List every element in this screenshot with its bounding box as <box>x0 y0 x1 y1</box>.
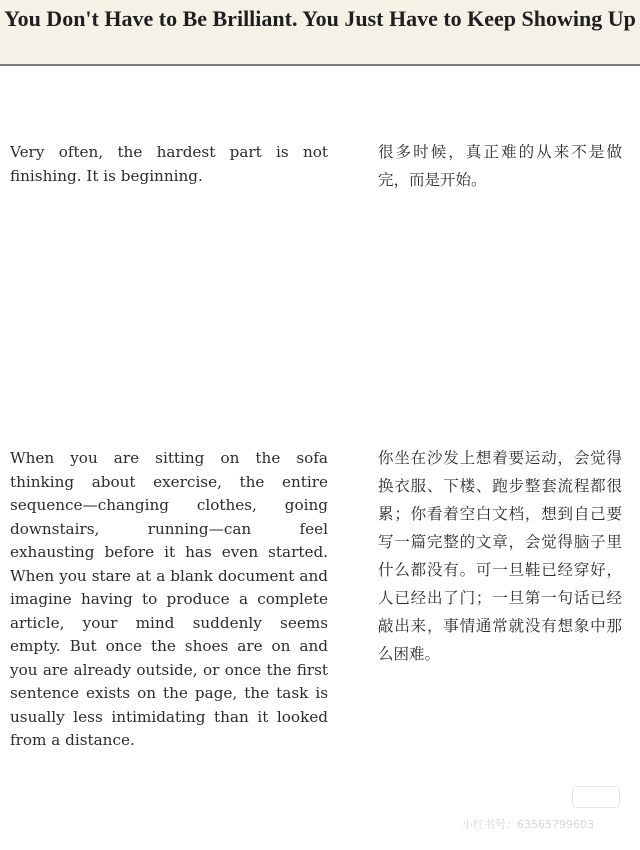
watermark-text: 小红书号：63565799603 <box>462 818 594 831</box>
paragraph-en-2: When you are sitting on the sofa thinking about exercise, the entire sequence—changing clothes, going downstairs, running—can feel exhausting before it has even started. When you stare at a blank document and imagine having to produce a complete article, your mind suddenly seems empty. But once the shoes are on and you are already outside, or once the first sentence exists on the page, the task is usually less intimidating than it looked from a distance. <box>10 449 328 749</box>
page-title: You Don't Have to Be Brilliant. You Just Have to Keep Showing Up <box>4 6 636 31</box>
watermark-logo-icon <box>572 786 620 808</box>
paragraph-zh-1: 很多时候，真正难的从来不是做完，而是开始。 <box>378 143 622 189</box>
paragraph-en-1: Very often, the hardest part is not finishing. It is beginning. <box>10 143 328 185</box>
paragraph-zh-2: 你坐在沙发上想着要运动，会觉得换衣服、下楼、跑步整套流程都很累；你看着空白文档，想到自己要写一篇完整的文章，会觉得脑子里什么都没有。可一旦鞋已经穿好，人已经出了门；一旦第一句话已经敲出来，事情通常就没有想象中那么困难。 <box>378 449 622 663</box>
header-banner <box>0 0 640 66</box>
